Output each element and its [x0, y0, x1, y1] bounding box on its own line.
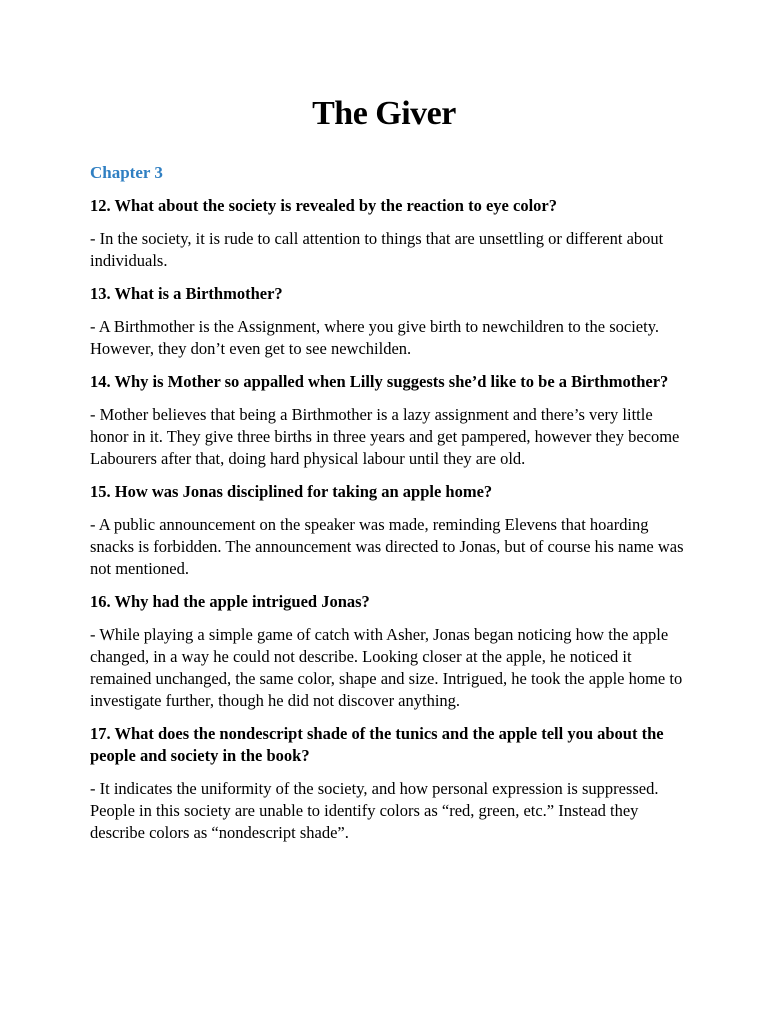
qa-item-16	[90, 591, 690, 712]
qa-item-14	[90, 371, 690, 470]
qa-item-12	[90, 195, 690, 272]
answer-14: - Mother believes that being a Birthmother is a lazy assignment and there’s very little honor in it. They give three births in three years and get pampered, however they become Labourers after that, doing hard physical labour until they are old.	[90, 405, 680, 468]
question-17: 17. What does the nondescript shade of the tunics and the apple tell you about the people and society in the book?	[90, 724, 664, 765]
chapter-heading: Chapter 3	[90, 163, 163, 182]
answer-17: - It indicates the uniformity of the society, and how personal expression is suppressed. People in this society are unable to identify colors as “red, green, etc.” Instead they describe colors as “nondescript shade”.	[90, 779, 659, 842]
qa-item-15	[90, 481, 690, 580]
answer-13: - A Birthmother is the Assignment, where you give birth to newchildren to the society. However, they don’t even get to see newchilden.	[90, 317, 660, 358]
answer-12: - In the society, it is rude to call attention to things that are unsettling or different about individuals.	[90, 229, 664, 270]
answer-16: - While playing a simple game of catch with Asher, Jonas began noticing how the apple changed, in a way he could not describe. Looking closer at the apple, he noticed it remained unchanged, the same color, shape and size. Intrigued, he took the apple home to investigate further, though he did not discover anything.	[90, 625, 683, 710]
answer-15: - A public announcement on the speaker was made, reminding Elevens that hoarding snacks is forbidden. The announcement was directed to Jonas, but of course his name was not mentioned.	[90, 515, 684, 578]
question-12: 12. What about the society is revealed by the reaction to eye color?	[90, 196, 557, 215]
qa-item-13	[90, 283, 690, 360]
question-13: 13. What is a Birthmother?	[90, 284, 283, 303]
document-body	[90, 162, 690, 855]
question-16: 16. Why had the apple intrigued Jonas?	[90, 592, 370, 611]
qa-item-17	[90, 723, 690, 844]
question-15: 15. How was Jonas disciplined for taking an apple home?	[90, 482, 493, 501]
question-14: 14. Why is Mother so appalled when Lilly suggests she’d like to be a Birthmother?	[90, 372, 669, 391]
document-title: The Giver	[312, 95, 456, 132]
